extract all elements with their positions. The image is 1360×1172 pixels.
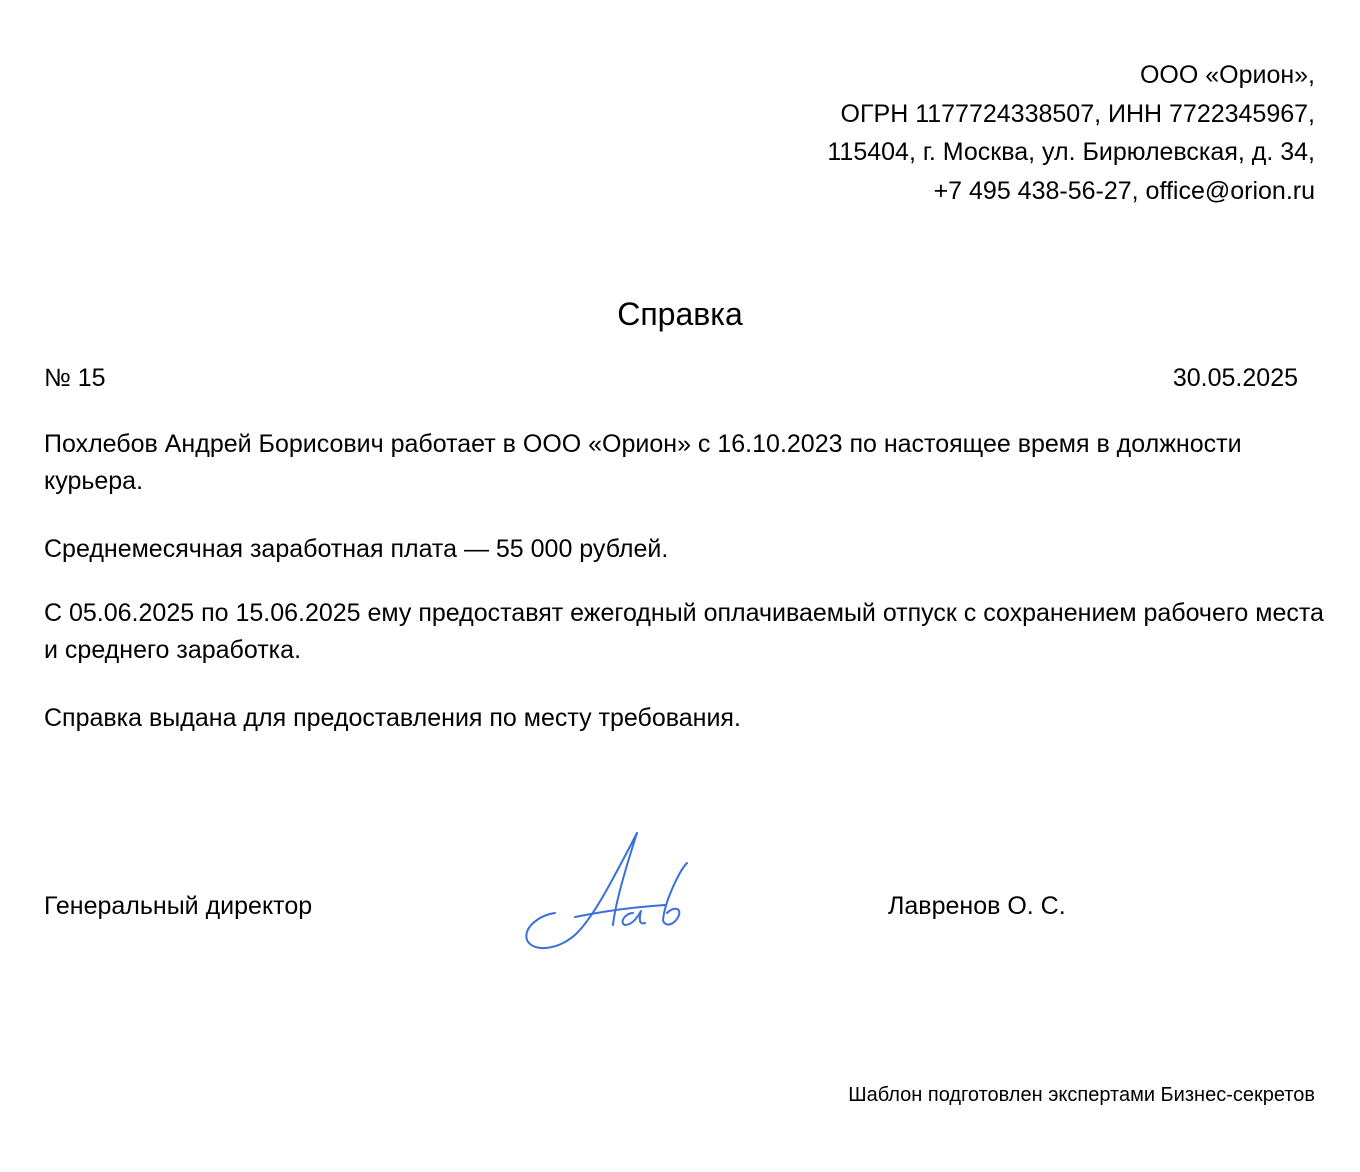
signatory-position: Генеральный директор xyxy=(44,892,313,920)
salary-paragraph: Среднемесячная заработная плата — 55 000 рублей. xyxy=(44,535,669,563)
purpose-paragraph: Справка выдана для предоставления по месту требования. xyxy=(44,704,741,732)
template-credit: Шаблон подготовлен экспертами Бизнес-секретов xyxy=(848,1084,1315,1106)
employment-paragraph: Похлебов Андрей Борисович работает в ООО «Орион» с 16.10.2023 по настоящее время в должности курьера. xyxy=(44,430,1242,495)
signatory-name: Лавренов О. С. xyxy=(888,892,1066,920)
document-number: № 15 xyxy=(44,364,106,392)
company-details xyxy=(827,56,1315,210)
company-registration: ОГРН 1177724338507, ИНН 7722345967, xyxy=(840,99,1315,128)
signature-image xyxy=(515,825,695,955)
document-title: Справка xyxy=(617,296,743,332)
company-name: ООО «Орион», xyxy=(1139,61,1315,89)
document-date: 30.05.2025 xyxy=(1172,364,1298,392)
vacation-paragraph: С 05.06.2025 по 15.06.2025 ему предоставят ежегодный оплачиваемый отпуск с сохранением рабочего места и среднего заработка. xyxy=(44,599,1324,664)
company-contacts: +7 495 438-56-27, office@orion.ru xyxy=(933,176,1315,205)
company-address: 115404, г. Москва, ул. Бирюлевская, д. 34, xyxy=(827,138,1315,166)
